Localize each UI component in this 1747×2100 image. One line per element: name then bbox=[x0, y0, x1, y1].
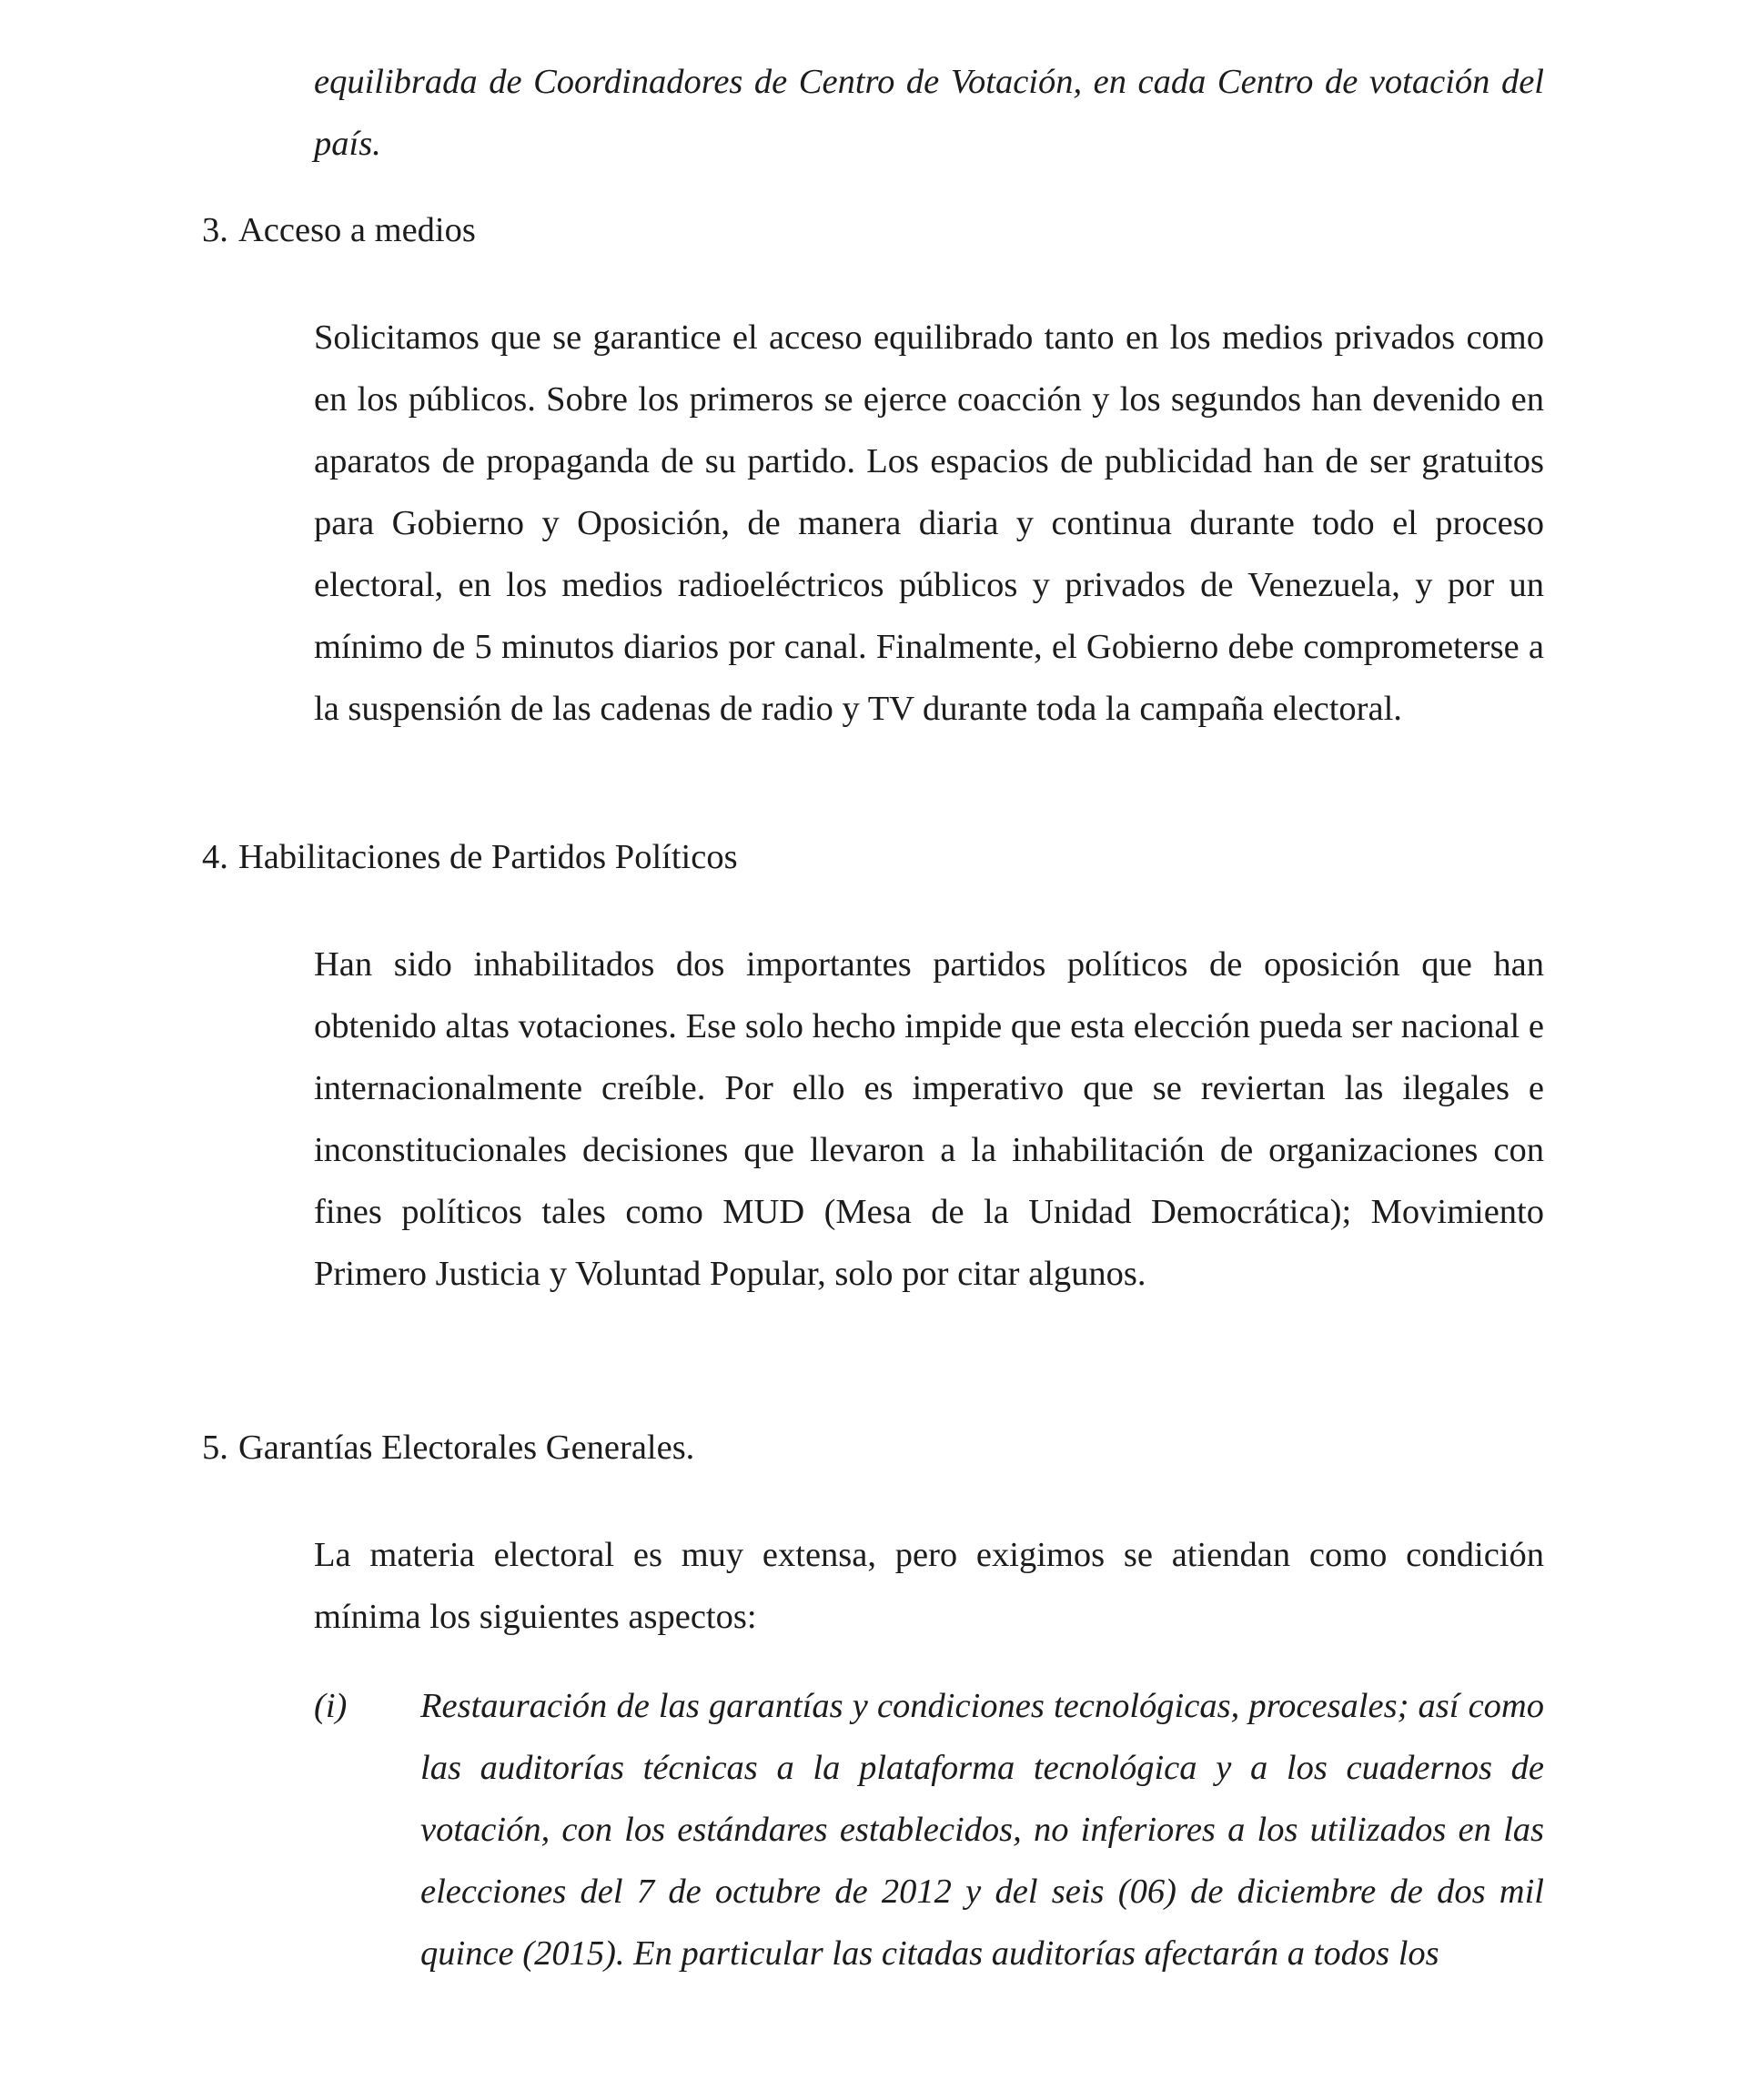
section-3-body: Solicitamos que se garantice el acceso equilibrado tanto en los medios privados como en los públicos. Sobre los primeros se ejerce coacción y los segundos han devenido en aparatos de propaganda de su partido. Los espacios de publicidad han de ser gratuitos para Gobierno y Oposición, de manera diaria y continua durante todo el proceso electoral, en los medios radioeléctricos públicos y privados de Venezuela, y por un mínimo de 5 minutos diarios por canal. Finalmente, el Gobierno debe comprometerse a la suspensión de las cadenas de radio y TV durante toda la campaña electoral. bbox=[314, 318, 1544, 728]
item-i-text: Restauración de las garantías y condiciones tecnológicas, procesales; así como las auditorías técnicas a la plataforma tecnológica y a los cuadernos de votación, con los estándares establecidos, no inferiores a los utilizados en las elecciones del 7 de octubre de 2012 y del seis (06) de diciembre de dos mil quince (2015). En particular las citadas auditorías afectarán a todos los bbox=[420, 1687, 1544, 1973]
section-4-heading bbox=[202, 826, 738, 888]
section-4-body: Han sido inhabilitados dos importantes partidos políticos de oposición que han obtenido altas votaciones. Ese solo hecho impide que esta elección pueda ser nacional e internacionalmente creíble. Por ello es imperativo que se reviertan las ilegales e inconstitucionales decisiones que llevaron a la inhabilitación de organizaciones con fines políticos tales como MUD (Mesa de la Unidad Democrática); Movimiento Primero Justicia y Voluntad Popular, solo por citar algunos. bbox=[314, 945, 1544, 1293]
section-3-heading bbox=[202, 199, 476, 261]
section-3-title: Acceso a medios bbox=[238, 211, 476, 249]
item-i-marker: (i) bbox=[314, 1687, 348, 1725]
section-5-body: La materia electoral es muy extensa, pero exigimos se atiendan como condición mínima los siguientes aspectos: bbox=[314, 1536, 1544, 1636]
section-5-number: 5. bbox=[202, 1429, 228, 1467]
section-4-title: Habilitaciones de Partidos Políticos bbox=[238, 838, 738, 876]
section-4-number: 4. bbox=[202, 838, 228, 876]
section-3-number: 3. bbox=[202, 211, 228, 249]
section-5-heading bbox=[202, 1417, 694, 1479]
section-5-title: Garantías Electorales Generales. bbox=[238, 1429, 695, 1467]
intro-fragment-paragraph: equilibrada de Coordinadores de Centro de Votación, en cada Centro de votación del país. bbox=[314, 63, 1544, 163]
